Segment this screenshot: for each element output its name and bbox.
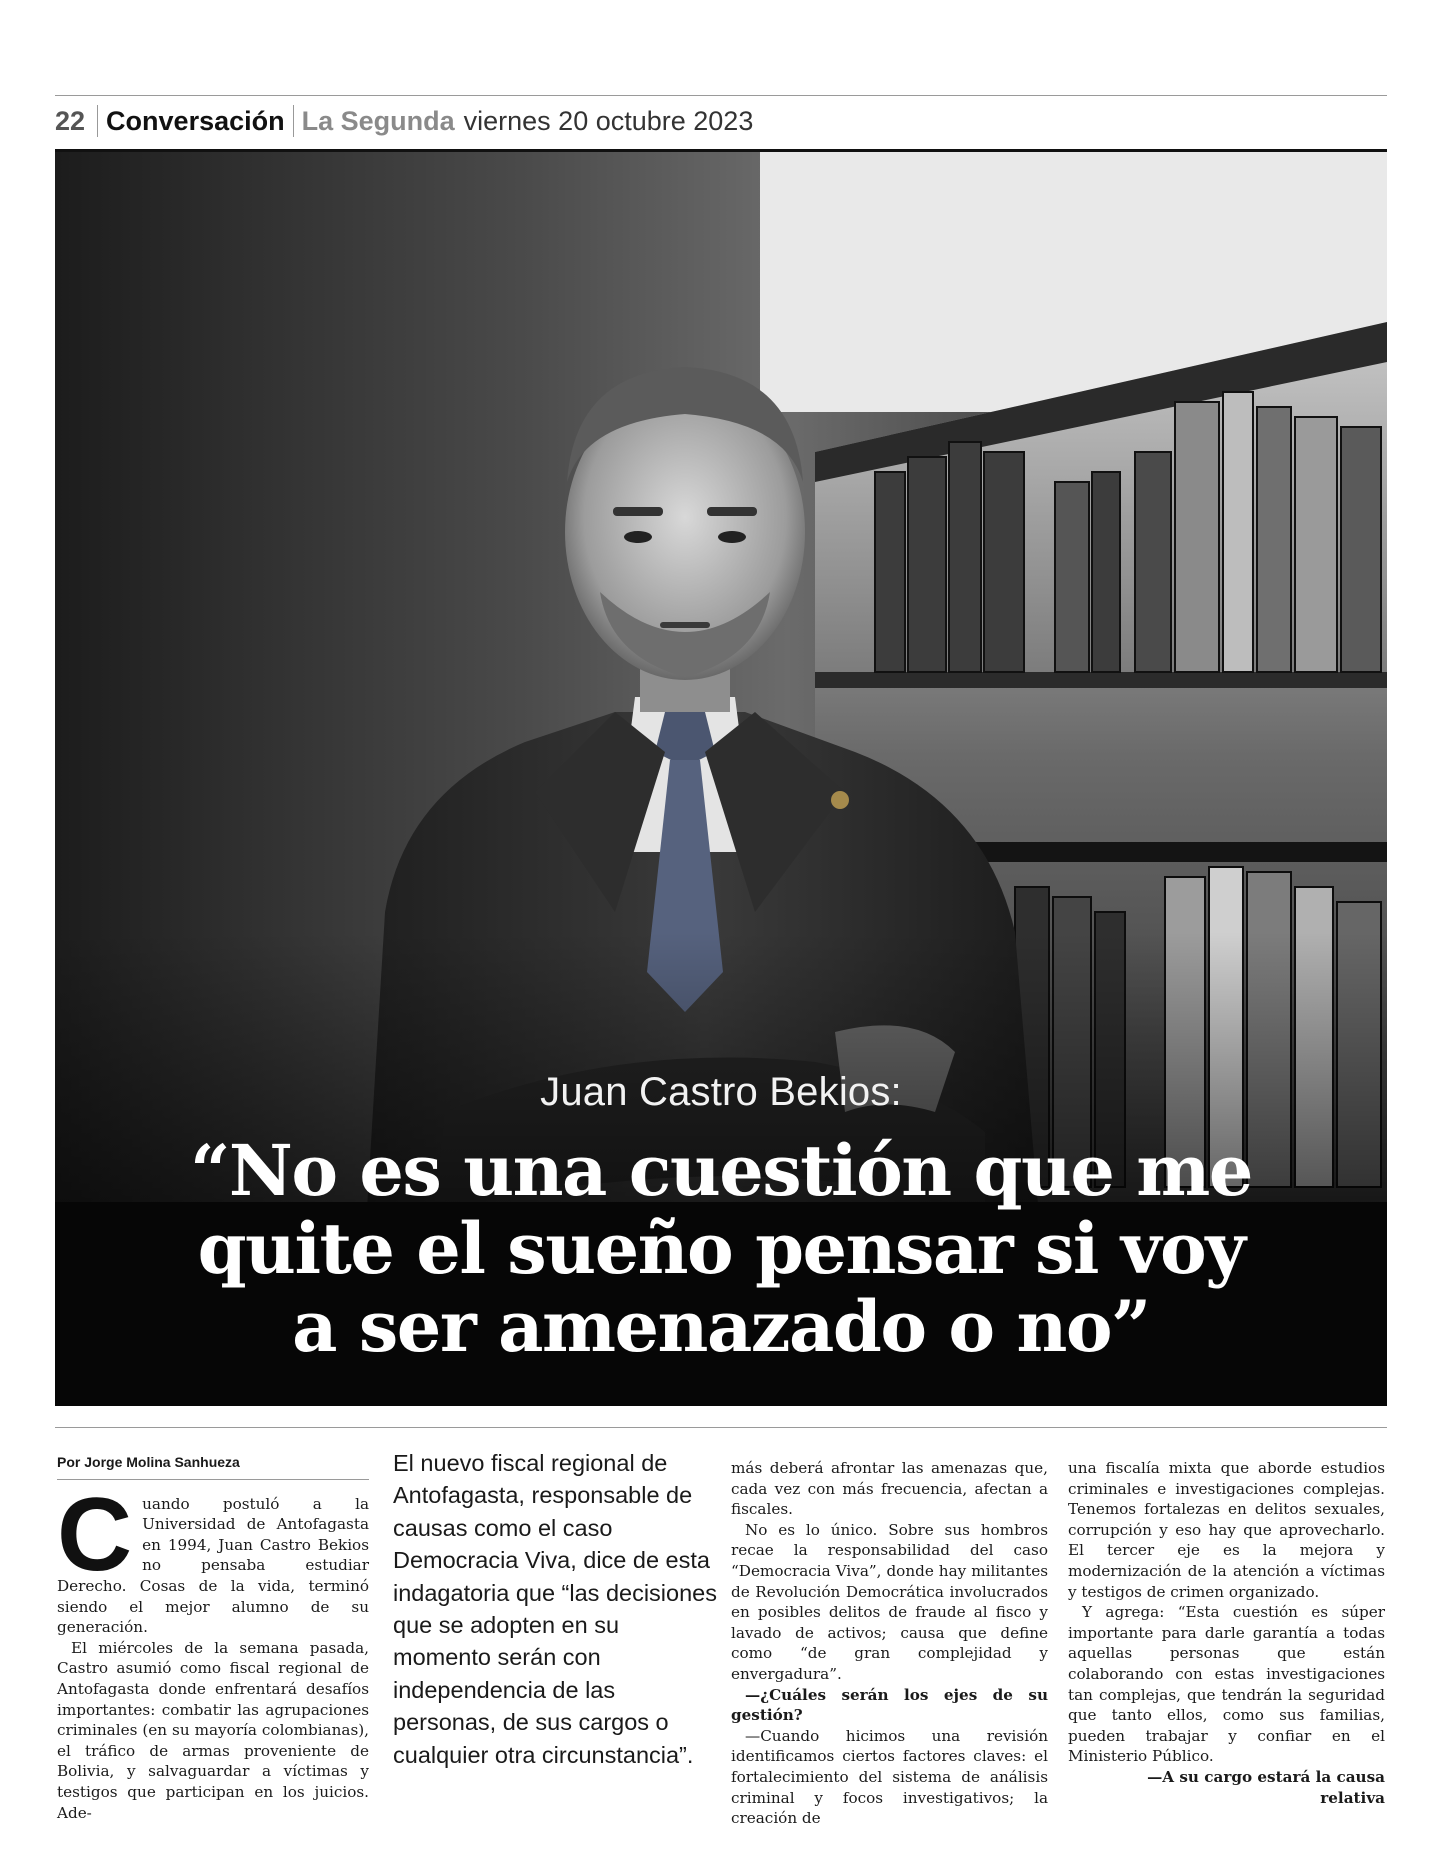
- issue-date: viernes 20 octubre 2023: [463, 105, 754, 136]
- interview-question: —A su cargo estará la causa relativa: [1147, 1767, 1385, 1807]
- article-column-1: [57, 1452, 369, 1823]
- headline: [55, 1129, 1387, 1368]
- headline-line: quite el sueño pensar si voy: [197, 1207, 1245, 1290]
- pull-quote: El nuevo fiscal regional de Antofagasta, responsable de causas como el caso Democracia Viva, dice de esta indagatoria que “las decisiones que se adopten en su momento serán con independencia de las personas, de sus cargos o cualquier otra circunstancia”.: [393, 1450, 717, 1768]
- headline-line: a ser amenazado o no”: [292, 1285, 1150, 1368]
- drop-cap: C: [57, 1476, 133, 1593]
- article-column-4: [1068, 1458, 1385, 1808]
- byline: Por Jorge Molina Sanhueza: [57, 1452, 369, 1480]
- page-number: 22: [55, 105, 86, 136]
- newspaper-name: La Segunda: [301, 105, 455, 136]
- headline-kicker: Juan Castro Bekios:: [540, 1070, 902, 1114]
- interview-question: —¿Cuáles serán los ejes de su gestión?: [731, 1685, 1048, 1725]
- article-paragraph: El miércoles de la semana pasada, Castro asumió como fiscal regional de Antofagasta donde enfrentará desafíos importantes: combatir las agrupaciones criminales (en su mayoría colombianas), el tráfico de armas proveniente de Bolivia, y salvaguardar a víctimas y testigos que participan en los juicios. Ade-: [57, 1638, 369, 1822]
- top-rule: [55, 95, 1387, 96]
- interview-answer: —Cuando hicimos una revisión identificamos ciertos factores claves: el fortalecimiento del sistema de análisis criminal y focos investigativos; la creación de: [731, 1726, 1048, 1828]
- section-name: Conversación: [106, 105, 285, 136]
- body-rule: [55, 1427, 1387, 1428]
- article-paragraph: Y agrega: “Esta cuestión es súper importante para darle garantía a todas aquellas personas que están colaborando con estas investigaciones tan complejas, que tendrán la seguridad que tanto ellos, como sus familias, pueden trabajar y confiar en el Ministerio Público.: [1068, 1603, 1385, 1766]
- article-paragraph: No es lo único. Sobre sus hombros recae la responsabilidad del caso “Democracia Viva”, donde hay militantes de Revolución Democrática involucrados en posibles delitos de fraude al fisco y lavado de activos; causa que define como “de gran complejidad y envergadura”.: [731, 1520, 1048, 1683]
- header-divider: [97, 105, 98, 137]
- header-divider: [293, 105, 294, 137]
- article-column-3: [731, 1458, 1048, 1829]
- article-paragraph: uando postuló a la Universidad de Antofagasta en 1994, Juan Castro Bekios no pensaba estudiar Derecho. Cosas de la vida, terminó siendo el mejor alumno de su generación.: [57, 1494, 369, 1637]
- headline-line: “No es una cuestión que me: [190, 1129, 1252, 1212]
- article-paragraph: más deberá afrontar las amenazas que, cada vez con más frecuencia, afectan a fiscales.: [731, 1459, 1048, 1519]
- page-header: [55, 101, 1387, 141]
- portrait-photo: [55, 152, 1387, 1406]
- article-paragraph: una fiscalía mixta que aborde estudios criminales e investigaciones complejas. Tenemos fortalezas en delitos sexuales, corrupción y eso hay que aprovecharlo. El tercer eje es la mejora y modernización de la atención a víctimas y testigos de crimen organizado.: [1068, 1459, 1385, 1601]
